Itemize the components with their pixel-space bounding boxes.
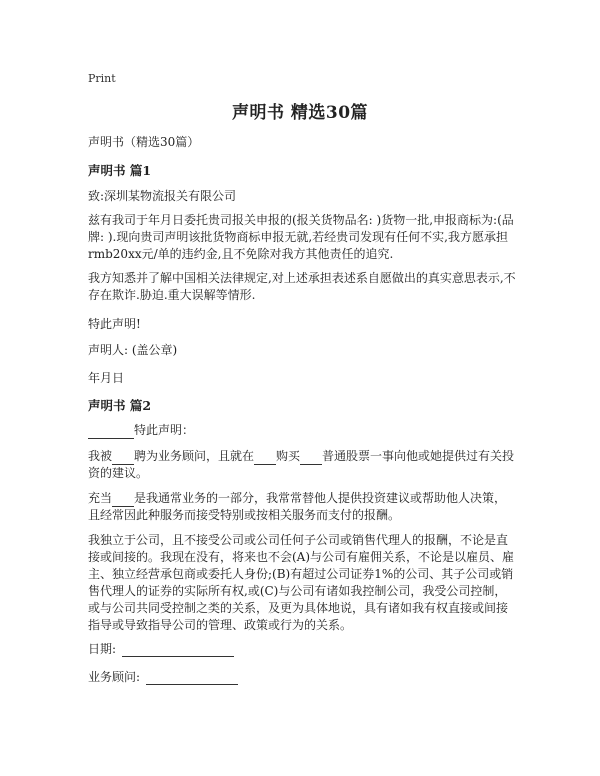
advisor-signature-field	[146, 672, 238, 685]
section-2-paragraph-3: 我独立于公司，且不接受公司或公司任何子公司或销售代理人的报酬，不论是直接或间接的。我现在没有，将来也不会(A)与公司有雇佣关系，不论是以雇员、雇主、独立经营承包商或委托人身份;(B)有超过公司证券1%的公司、其子公司或销售代理人的证券的实际所有权,或(C)与公司有诸如我控制公司，我受公司控制，或与公司共同受控制之类的关系，及更为具体地说，具有诸如我有权直接或间接指导或导致指导公司的管理、政策或行为的关系。	[88, 533, 515, 632]
section-1-declarant: 声明人: (盖公章)	[88, 343, 178, 357]
section-2-heading: 声明书 篇2	[88, 398, 152, 413]
section-2-paragraph-1: 我被 聘为业务顾问，且就在 购买 普通股票一事向他或她提供过有关投资的建议。	[88, 449, 515, 480]
print-label: Print	[88, 72, 116, 85]
date-signature-line: 日期:	[88, 640, 234, 657]
blank-line	[300, 452, 322, 465]
document-subtitle: 声明书（精选30篇）	[88, 135, 200, 149]
blank-line	[254, 452, 276, 465]
section-1-addressee: 致:深圳某物流报关有限公司	[88, 189, 237, 203]
blank-line	[88, 426, 134, 439]
date-field	[122, 644, 234, 657]
advisor-signature-line: 业务顾问:	[88, 668, 238, 685]
blank-line	[112, 494, 134, 507]
section-2-statement-line: 特此声明：	[88, 422, 518, 439]
section-1-paragraph-2: 我方知悉并了解中国相关法律规定,对上述承担表述系自愿做出的真实意思表示,不存在欺诈.胁迫.重大误解等情形.	[88, 271, 516, 302]
page-title: 声明书 精选30篇	[231, 103, 369, 123]
section-1-heading: 声明书 篇1	[88, 163, 152, 178]
section-1-closing: 特此声明!	[88, 317, 141, 331]
section-2-paragraph-2: 充当 是我通常业务的一部分，我常常替他人提供投资建议或帮助他人决策，且经常因此种服务而接受特别或按相关服务而支付的报酬。	[88, 491, 507, 522]
blank-line	[112, 452, 134, 465]
section-1-date: 年月日	[88, 371, 125, 385]
section-1-paragraph-1: 兹有我司于年月日委托贵司报关申报的(报关货物品名: )货物一批,申报商标为:(品牌: ).现向贵司声明该批货物商标申报无就,若经贵司发现有任何不实,我方愿承担rmb20xx元/单的违约金,且不免除对我方其他责任的追究.	[88, 213, 514, 261]
